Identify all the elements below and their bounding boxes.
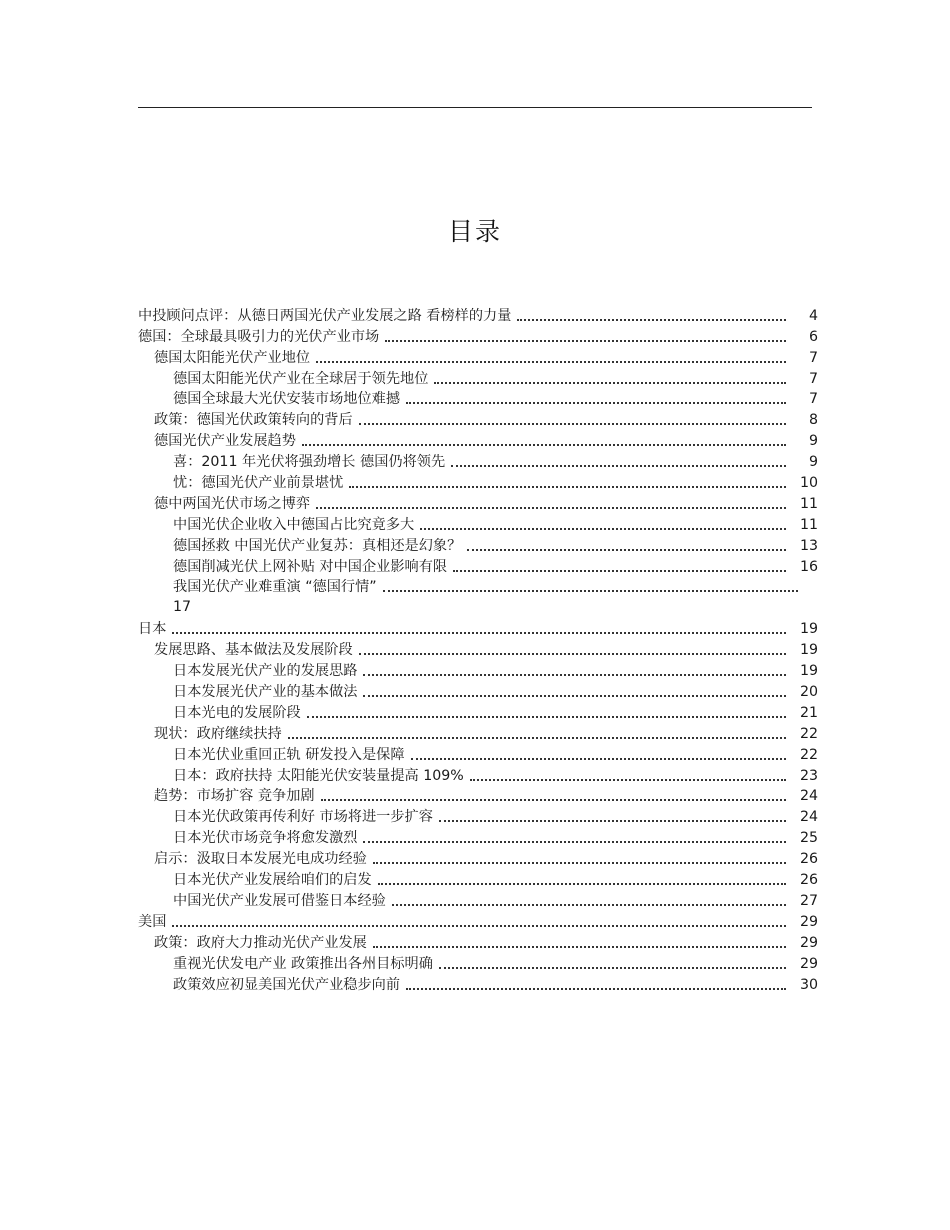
dot-leader <box>359 423 786 425</box>
toc-entry[interactable] <box>138 577 818 598</box>
toc-entry-label: 日本光电的发展阶段 <box>173 704 301 721</box>
dot-leader <box>406 402 786 404</box>
toc-entry-label: 政策：政府大力推动光伏产业发展 <box>154 934 367 951</box>
dot-leader <box>363 674 786 676</box>
toc-entry-page: 7 <box>808 391 818 408</box>
toc-entry-page: 26 <box>799 851 818 868</box>
toc-entry[interactable] <box>138 702 818 723</box>
toc-entry[interactable] <box>138 535 818 556</box>
dot-leader <box>451 465 786 467</box>
toc-entry-label: 中国光伏企业收入中德国占比究竟多大 <box>173 516 415 533</box>
toc-entry-label: 德国拯救 中国光伏产业复苏：真相还是幻象？ <box>173 537 462 554</box>
dot-leader <box>349 486 786 488</box>
toc-entry[interactable] <box>138 326 818 347</box>
dot-leader <box>316 361 786 363</box>
dot-leader <box>517 319 786 321</box>
toc-entry[interactable] <box>138 765 818 786</box>
toc-entry-label: 日本光伏产业发展给咱们的启发 <box>173 872 372 889</box>
toc-entry[interactable] <box>138 806 818 827</box>
page-title: 目录 <box>447 217 502 246</box>
toc-entry-label: 日本光伏政策再传利好 市场将进一步扩容 <box>173 809 433 826</box>
toc-entry-label: 德国光伏产业发展趋势 <box>154 433 296 450</box>
toc-entry[interactable] <box>138 430 818 451</box>
toc-entry-label: 发展思路、基本做法及发展阶段 <box>154 642 353 659</box>
toc-entry[interactable] <box>138 681 818 702</box>
toc-entry[interactable] <box>138 723 818 744</box>
toc-entry[interactable] <box>138 389 818 410</box>
toc-entry[interactable] <box>138 409 818 430</box>
toc-entry[interactable] <box>138 786 818 807</box>
toc-entry-label: 德国：全球最具吸引力的光伏产业市场 <box>138 328 380 345</box>
dot-leader <box>373 946 786 948</box>
dot-leader <box>453 570 786 572</box>
toc-entry-page: 29 <box>799 913 818 930</box>
toc-entry[interactable] <box>138 451 818 472</box>
toc-entry-label: 德中两国光伏市场之博弈 <box>154 495 311 512</box>
toc-entry-page: 25 <box>799 830 818 847</box>
dot-leader <box>373 862 786 864</box>
toc-entry-page: 30 <box>799 976 818 993</box>
dot-leader <box>420 528 786 530</box>
toc-entry-label: 中投顾问点评：从德日两国光伏产业发展之路 看榜样的力量 <box>138 307 512 324</box>
toc-entry-label: 启示：汲取日本发展光电成功经验 <box>154 851 367 868</box>
toc-entry-page: 29 <box>799 955 818 972</box>
dot-leader <box>302 444 786 446</box>
toc-entry-page: 23 <box>799 767 818 784</box>
toc-entry-label: 日本：政府扶持 太阳能光伏安装量提高 109% <box>173 767 464 784</box>
toc-entry[interactable] <box>138 660 818 681</box>
toc-entry-page: 27 <box>799 892 818 909</box>
toc-entry[interactable] <box>138 368 818 389</box>
toc-entry-label: 政策：德国光伏政策转向的背后 <box>154 412 353 429</box>
toc-entry-page: 24 <box>799 809 818 826</box>
header-rule <box>138 107 812 108</box>
toc-entry[interactable] <box>138 618 818 639</box>
toc-entry[interactable] <box>138 493 818 514</box>
dot-leader <box>411 758 786 760</box>
toc-entry-page: 21 <box>799 704 818 721</box>
dot-leader <box>434 382 786 384</box>
table-of-contents <box>138 305 818 995</box>
toc-entry-page: 7 <box>808 370 818 387</box>
dot-leader <box>288 737 786 739</box>
toc-entry-page: 19 <box>799 663 818 680</box>
toc-entry-label: 德国太阳能光伏产业在全球居于领先地位 <box>173 370 429 387</box>
dot-leader <box>363 695 786 697</box>
dot-leader <box>363 841 786 843</box>
dot-leader <box>439 967 786 969</box>
toc-entry-page: 13 <box>799 537 818 554</box>
toc-entry-label: 忧：德国光伏产业前景堪忧 <box>173 475 344 492</box>
dot-leader <box>470 779 786 781</box>
toc-entry[interactable] <box>138 974 818 995</box>
toc-entry-label: 我国光伏产业难重演 “德国行情” <box>173 579 377 596</box>
toc-entry-label: 美国 <box>138 913 167 930</box>
dot-leader <box>172 925 786 927</box>
toc-entry-label: 日本光伏市场竞争将愈发激烈 <box>173 830 358 847</box>
toc-entry-label: 政策效应初显美国光伏产业稳步向前 <box>173 976 401 993</box>
toc-entry-page: 9 <box>808 433 818 450</box>
toc-entry-label: 重视光伏发电产业 政策推出各州目标明确 <box>173 955 433 972</box>
toc-entry-page: 20 <box>799 684 818 701</box>
dot-leader <box>467 549 786 551</box>
dot-leader <box>316 507 786 509</box>
toc-entry[interactable] <box>138 472 818 493</box>
toc-entry-label: 中国光伏产业发展可借鉴日本经验 <box>173 892 386 909</box>
dot-leader <box>307 716 786 718</box>
toc-entry-page: 19 <box>799 642 818 659</box>
toc-entry-label: 德国削减光伏上网补贴 对中国企业影响有限 <box>173 558 448 575</box>
toc-entry[interactable] <box>138 744 818 765</box>
dot-leader <box>385 340 786 342</box>
toc-entry-label: 日本发展光伏产业的基本做法 <box>173 684 358 701</box>
toc-entry-label: 趋势：市场扩容 竞争加剧 <box>154 788 315 805</box>
toc-entry-page: 26 <box>799 872 818 889</box>
toc-entry[interactable] <box>138 347 818 368</box>
toc-entry-label: 喜：2011 年光伏将强劲增长 德国仍将领先 <box>173 454 446 471</box>
toc-entry-label: 日本光伏业重回正轨 研发投入是保障 <box>173 746 405 763</box>
toc-entry-page: 22 <box>799 746 818 763</box>
toc-entry[interactable] <box>138 848 818 869</box>
toc-entry[interactable] <box>138 953 818 974</box>
toc-entry[interactable] <box>138 305 818 326</box>
toc-entry-page: 24 <box>799 788 818 805</box>
toc-entry-page: 11 <box>799 495 818 512</box>
toc-entry[interactable] <box>138 890 818 911</box>
toc-entry-label: 现状：政府继续扶持 <box>154 725 282 742</box>
dot-leader <box>378 883 786 885</box>
toc-entry[interactable] <box>138 556 818 577</box>
toc-entry-page: 6 <box>808 328 818 345</box>
toc-entry-label: 德国全球最大光伏安装市场地位难撼 <box>173 391 401 408</box>
toc-entry-label: 日本发展光伏产业的发展思路 <box>173 663 358 680</box>
dot-leader <box>439 820 786 822</box>
toc-entry-page: 11 <box>799 516 818 533</box>
toc-entry[interactable] <box>138 827 818 848</box>
dot-leader <box>383 590 798 592</box>
toc-entry-page: 10 <box>799 475 818 492</box>
toc-entry[interactable] <box>138 911 818 932</box>
toc-entry-page: 8 <box>808 412 818 429</box>
toc-entry-label: 德国太阳能光伏产业地位 <box>154 349 311 366</box>
toc-entry-page: 9 <box>808 454 818 471</box>
toc-entry-page: 4 <box>808 307 818 324</box>
toc-entry-page: 16 <box>799 558 818 575</box>
toc-entry[interactable] <box>138 514 818 535</box>
toc-entry[interactable] <box>138 932 818 953</box>
toc-entry-page: 22 <box>799 725 818 742</box>
toc-entry-page: 29 <box>799 934 818 951</box>
dot-leader <box>406 988 786 990</box>
dot-leader <box>359 653 786 655</box>
toc-entry-page: 19 <box>799 621 818 638</box>
dot-leader <box>392 904 786 906</box>
toc-entry[interactable] <box>138 869 818 890</box>
dot-leader <box>172 632 786 634</box>
toc-entry-page: 7 <box>808 349 818 366</box>
toc-entry[interactable] <box>138 639 818 660</box>
dot-leader <box>321 799 786 801</box>
toc-entry-page: 17 <box>173 599 192 616</box>
toc-entry-label: 日本 <box>138 621 167 638</box>
